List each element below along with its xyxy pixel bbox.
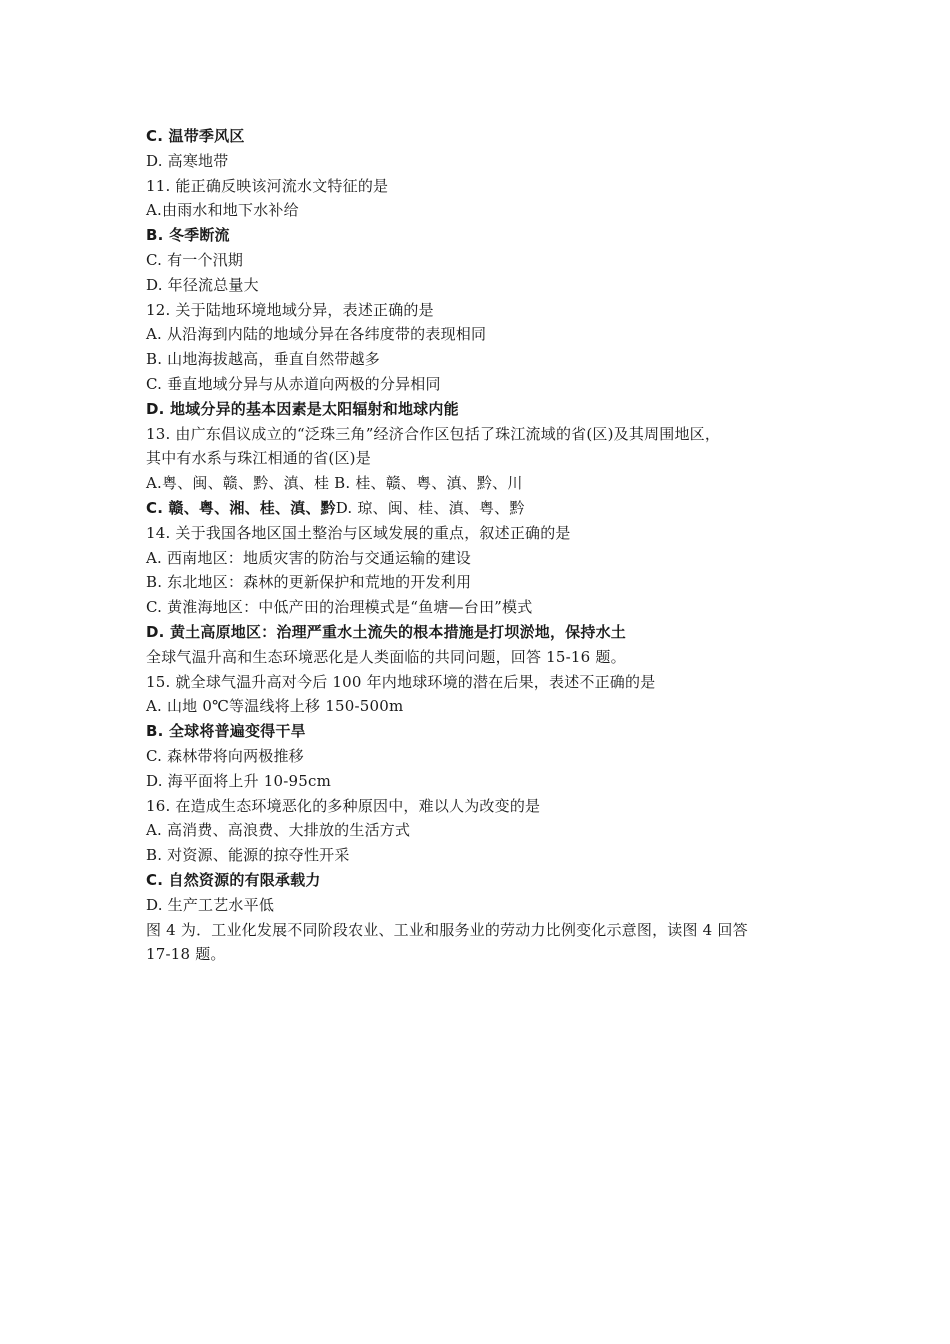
option-b-q14: B. 东北地区：森林的更新保护和荒地的开发利用	[146, 573, 472, 592]
option-b-q11: B. 冬季断流	[146, 226, 230, 245]
option-d-q15: D. 海平面将上升 10-95cm	[146, 771, 332, 790]
question-16: 16. 在造成生态环境恶化的多种原因中，难以人为改变的是	[146, 796, 541, 815]
intro-15-16: 全球气温升高和生态环境恶化是人类面临的共同问题，回答 15-16 题。	[146, 647, 626, 666]
option-a-q14: A. 西南地区：地质灾害的防治与交通运输的建设	[146, 548, 471, 567]
options-cd-q13	[146, 496, 826, 521]
option-c-q13: C. 赣、粤、湘、桂、滇、黔	[146, 498, 336, 517]
option-a-q11: A.由雨水和地下水补给	[146, 201, 299, 220]
option-d-q12: D. 地域分异的基本因素是太阳辐射和地球内能	[146, 399, 459, 418]
options-ab-q13: A.粤、闽、赣、黔、滇、桂 B. 桂、赣、粤、滇、黔、川	[146, 474, 523, 493]
option-b-q16: B. 对资源、能源的掠夺性开采	[146, 846, 350, 865]
option-a-q15: A. 山地 0℃等温线将上移 150-500m	[146, 697, 404, 716]
option-a-q16: A. 高消费、高浪费、大排放的生活方式	[146, 821, 411, 840]
option-c-q12: C. 垂直地域分异与从赤道向两极的分异相同	[146, 374, 441, 393]
question-15: 15. 就全球气温升高对今后 100 年内地球环境的潜在后果，表述不正确的是	[146, 672, 656, 691]
option-d-q11: D. 年径流总量大	[146, 275, 259, 294]
question-14: 14. 关于我国各地区国土整治与区域发展的重点，叙述正确的是	[146, 523, 571, 542]
intro-17-18: 图 4 为．工业化发展不同阶段农业、工业和服务业的劳动力比例变化示意图，读图 4 回答	[146, 920, 748, 939]
option-d-q14: D. 黄土高原地区：治理严重水土流失的根本措施是打坝淤地，保持水土	[146, 622, 626, 641]
document-page	[146, 124, 826, 967]
intro-17-18-continued: 17-18 题。	[146, 945, 226, 964]
option-b-q15: B. 全球将普遍变得干旱	[146, 722, 306, 741]
option-c-q15: C. 森林带将向两极推移	[146, 746, 304, 765]
option-d-q13: D. 琼、闽、桂、滇、粤、黔	[335, 498, 525, 517]
option-d-q10: D. 高寒地带	[146, 151, 229, 170]
question-13-continued: 其中有水系与珠江相通的省(区)是	[146, 449, 371, 468]
option-c-q10: C. 温带季风区	[146, 127, 245, 145]
question-12: 12. 关于陆地环境地域分异，表述正确的是	[146, 300, 434, 319]
option-c-q14: C. 黄淮海地区：中低产田的治理模式是“鱼塘—台田”模式	[146, 598, 533, 617]
option-c-q16: C. 自然资源的有限承载力	[146, 870, 321, 889]
option-d-q16: D. 生产工艺水平低	[146, 895, 275, 914]
option-b-q12: B. 山地海拔越高，垂直自然带越多	[146, 350, 380, 369]
option-a-q12: A. 从沿海到内陆的地域分异在各纬度带的表现相同	[146, 325, 487, 344]
question-13: 13. 由广东倡议成立的“泛珠三角”经济合作区包括了珠江流域的省(区)及其周围地区，	[146, 424, 721, 443]
question-11: 11. 能正确反映该河流水文特征的是	[146, 176, 389, 195]
option-c-q11: C. 有一个汛期	[146, 250, 244, 269]
